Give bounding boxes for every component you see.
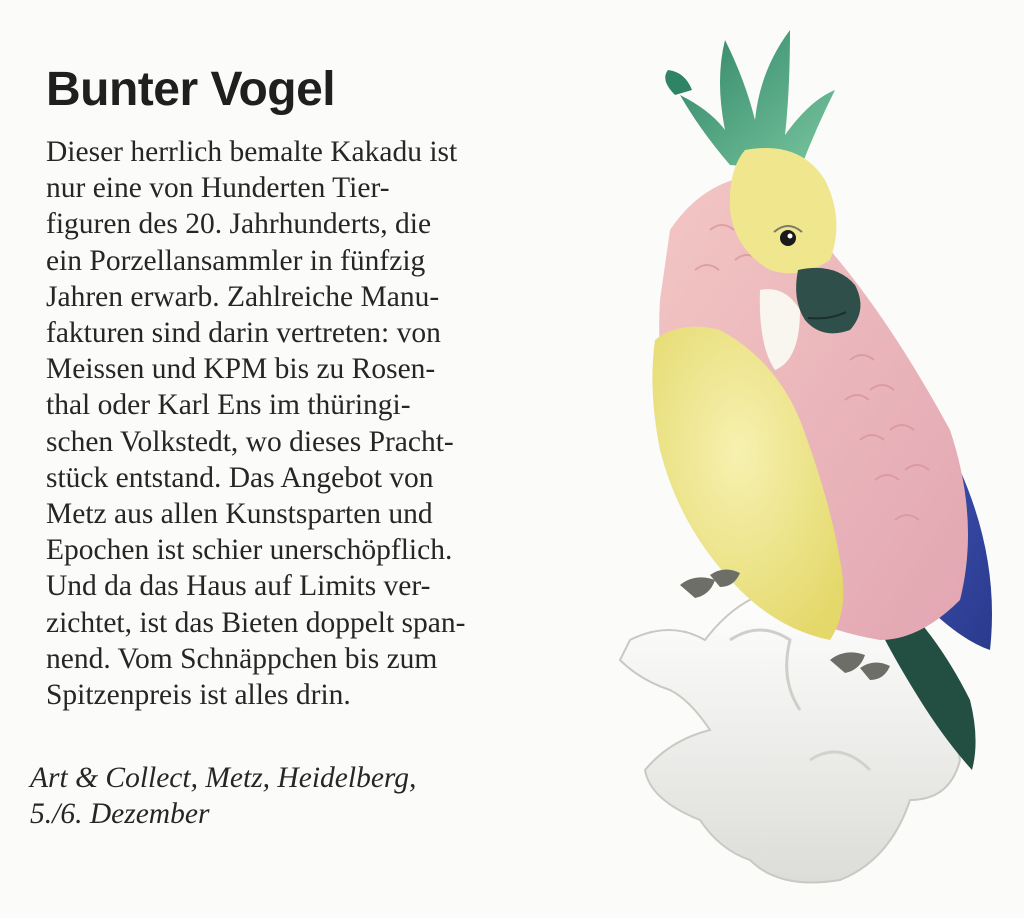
body-line: schen Volkstedt, wo dieses Pracht- <box>46 425 454 458</box>
body-line: thal oder Karl Ens im thüringi- <box>46 389 411 422</box>
headline: Bunter Vogel <box>46 63 336 116</box>
body-line: Metz aus allen Kunstsparten und <box>46 498 433 531</box>
credit <box>30 760 500 832</box>
body-line: Und da das Haus auf Limits ver- <box>46 570 431 603</box>
body-line: Meissen und KPM bis zu Rosen- <box>46 353 436 386</box>
cockatoo-figurine-photo <box>560 0 1024 918</box>
body-text <box>46 134 516 713</box>
credit-line: Art & Collect, Metz, Heidelberg, <box>30 762 417 794</box>
body-line: ein Porzellansammler in fünfzig <box>46 244 426 277</box>
body-line: Jahren erwarb. Zahlreiche Manu- <box>46 280 440 313</box>
body-line: nur eine von Hunderten Tier- <box>46 172 390 205</box>
credit-line: 5./6. Dezember <box>30 798 210 831</box>
body-line: zichtet, ist das Bieten doppelt span- <box>46 606 466 639</box>
body-line: Spitzenpreis ist alles drin. <box>46 679 351 712</box>
body-line: fakturen sind darin vertreten: von <box>46 317 441 350</box>
body-line: stück entstand. Das Angebot von <box>46 461 434 494</box>
body-line: Dieser herrlich bemalte Kakadu ist <box>46 136 458 168</box>
body-line: Epochen ist schier unerschöpflich. <box>46 534 453 567</box>
body-line: figuren des 20. Jahrhunderts, die <box>46 208 432 241</box>
body-line: nend. Vom Schnäppchen bis zum <box>46 642 438 675</box>
